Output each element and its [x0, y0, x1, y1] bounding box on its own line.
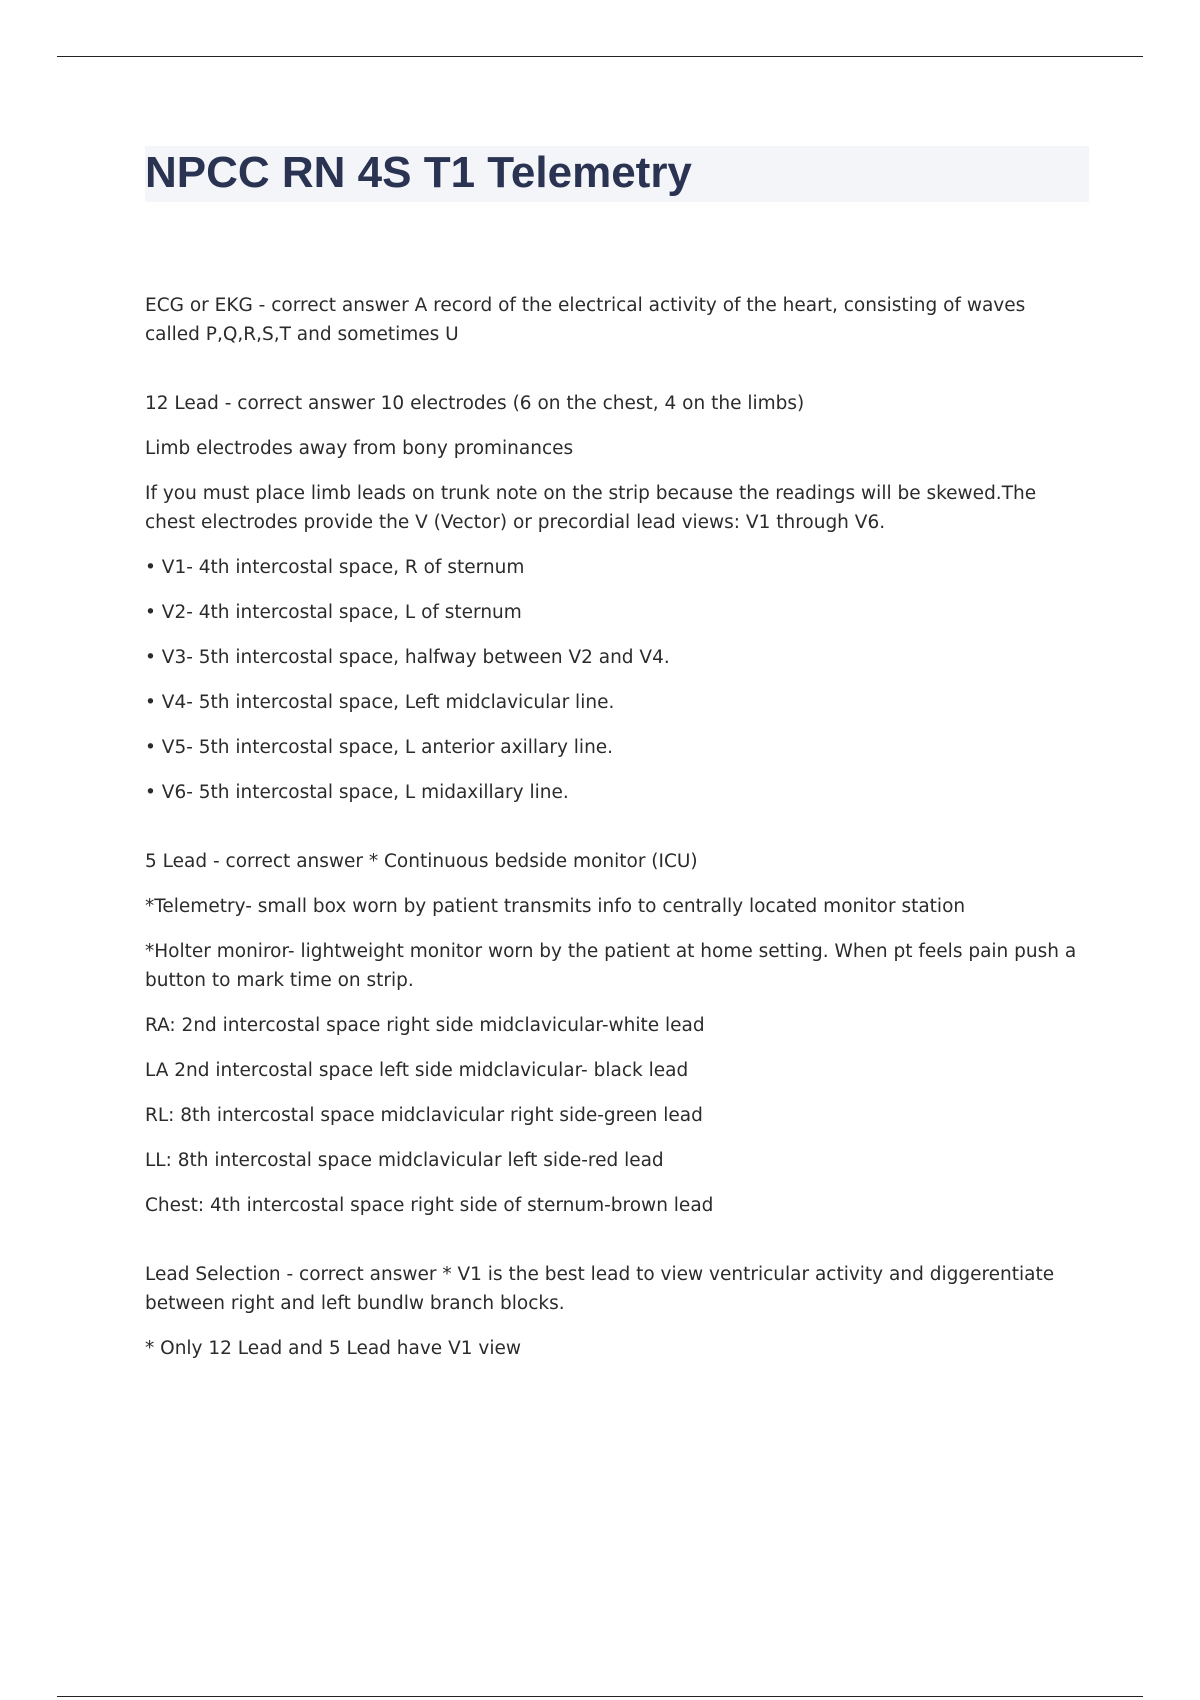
paragraph: RL: 8th intercostal space midclavicular right side-green lead — [145, 1105, 703, 1126]
bullet-item: • V6- 5th intercostal space, L midaxillary line. — [145, 782, 569, 803]
paragraph: Limb electrodes away from bony prominances — [145, 438, 574, 459]
paragraph: ECG or EKG - correct answer A record of the electrical activity of the heart, consisting of waves called P,Q,R,S,T and sometimes U — [145, 295, 1026, 345]
paragraph: RA: 2nd intercostal space right side midclavicular-white lead — [145, 1015, 705, 1036]
paragraph: 12 Lead - correct answer 10 electrodes (6 on the chest, 4 on the limbs) — [145, 393, 805, 414]
paragraph: * Only 12 Lead and 5 Lead have V1 view — [145, 1338, 521, 1359]
bullet-item: • V3- 5th intercostal space, halfway between V2 and V4. — [145, 647, 670, 668]
footer-rule — [57, 1696, 1143, 1697]
header-rule — [57, 56, 1143, 57]
section-lead-selection — [145, 1260, 1085, 1363]
paragraph: LA 2nd intercostal space left side midclavicular- black lead — [145, 1060, 689, 1081]
paragraph: *Telemetry- small box worn by patient transmits info to centrally located monitor station — [145, 896, 966, 917]
paragraph: LL: 8th intercostal space midclavicular left side-red lead — [145, 1150, 664, 1171]
paragraph: Lead Selection - correct answer * V1 is the best lead to view ventricular activity and diggerentiate between right and left bundlw branch blocks. — [145, 1264, 1055, 1314]
bullet-item: • V2- 4th intercostal space, L of sternum — [145, 602, 522, 623]
page-title: NPCC RN 4S T1 Telemetry — [145, 148, 692, 197]
section-ecg — [145, 291, 1085, 349]
paragraph: If you must place limb leads on trunk note on the strip because the readings will be skewed.The chest electrodes provide the V (Vector) or precordial lead views: V1 through V6. — [145, 483, 1037, 533]
bullet-item: • V4- 5th intercostal space, Left midclavicular line. — [145, 692, 615, 713]
bullet-item: • V1- 4th intercostal space, R of sternum — [145, 557, 525, 578]
section-5-lead — [145, 847, 1085, 1220]
section-12-lead — [145, 389, 1085, 807]
bullet-item: • V5- 5th intercostal space, L anterior axillary line. — [145, 737, 614, 758]
document-body — [145, 291, 1085, 1379]
paragraph: Chest: 4th intercostal space right side of sternum-brown lead — [145, 1195, 714, 1216]
paragraph: 5 Lead - correct answer * Continuous bedside monitor (ICU) — [145, 851, 698, 872]
paragraph: *Holter moniror- lightweight monitor worn by the patient at home setting. When pt feels pain push a button to mark time on strip. — [145, 941, 1077, 991]
